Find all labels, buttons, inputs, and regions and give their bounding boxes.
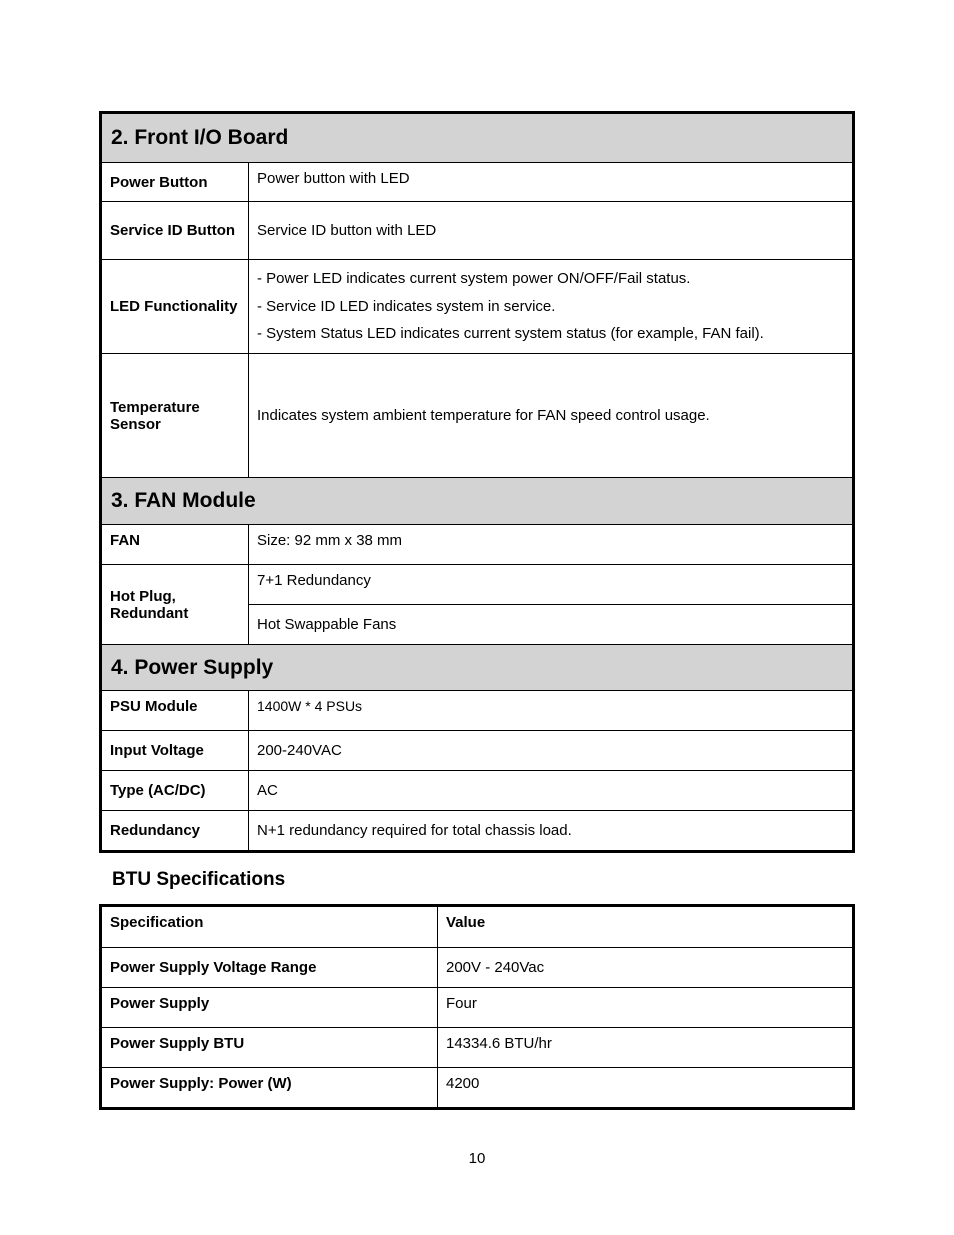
section-header-power-supply	[102, 645, 853, 691]
row-label: Power Supply: Power (W)	[102, 1068, 438, 1108]
table-row	[102, 1028, 853, 1068]
list-item: - Service ID LED indicates system in service.	[257, 297, 556, 315]
table-header-row	[102, 907, 853, 948]
table-row	[102, 1068, 853, 1108]
row-label: Power Supply BTU	[102, 1028, 438, 1068]
row-label: Temperature Sensor	[102, 354, 249, 478]
table-row	[102, 811, 853, 851]
row-label: Input Voltage	[102, 731, 249, 771]
row-value: 14334.6 BTU/hr	[438, 1028, 853, 1068]
row-label: FAN	[102, 525, 249, 565]
row-value: 7+1 Redundancy	[249, 565, 853, 605]
btu-section-title: BTU Specifications	[112, 869, 286, 890]
table-row	[102, 731, 853, 771]
list-item: - Power LED indicates current system power ON/OFF/Fail status.	[257, 270, 691, 287]
table-row	[102, 260, 853, 354]
section-title: 2. Front I/O Board	[102, 114, 853, 163]
row-label: Hot Plug, Redundant	[102, 565, 249, 645]
section-title: 3. FAN Module	[102, 478, 853, 525]
row-label: Power Supply	[102, 988, 438, 1028]
row-value: Four	[438, 988, 853, 1028]
list-item: - System Status LED indicates current system status (for example, FAN fail).	[257, 325, 764, 342]
btu-table	[101, 906, 853, 1108]
row-value: 200-240VAC	[249, 731, 853, 771]
row-value: Size: 92 mm x 38 mm	[249, 525, 853, 565]
row-value-list	[249, 260, 853, 354]
row-value: 1400W * 4 PSUs	[249, 691, 853, 731]
row-value: Hot Swappable Fans	[249, 605, 853, 645]
table-row	[102, 988, 853, 1028]
table-row	[102, 354, 853, 478]
row-value: Power button with LED	[249, 163, 853, 202]
table-row	[102, 525, 853, 565]
table-row	[102, 163, 853, 202]
row-label: PSU Module	[102, 691, 249, 731]
row-label: Power Supply Voltage Range	[102, 948, 438, 988]
table-row	[102, 948, 853, 988]
row-label: Power Button	[102, 163, 249, 202]
row-label: LED Functionality	[102, 260, 249, 354]
page-number: 10	[468, 1150, 486, 1167]
section-header-fan-module	[102, 478, 853, 525]
row-value: N+1 redundancy required for total chassis load.	[249, 811, 853, 851]
section-title: 4. Power Supply	[102, 645, 853, 691]
section-header-front-io	[102, 114, 853, 163]
table-row	[102, 771, 853, 811]
row-value: Indicates system ambient temperature for FAN speed control usage.	[249, 354, 853, 478]
column-header: Value	[438, 907, 853, 948]
row-value: AC	[249, 771, 853, 811]
table-row	[102, 202, 853, 260]
row-label: Type (AC/DC)	[102, 771, 249, 811]
row-value: 4200	[438, 1068, 853, 1108]
table-row	[102, 565, 853, 605]
row-label: Service ID Button	[102, 202, 249, 260]
row-value: Service ID button with LED	[249, 202, 853, 260]
spec-table	[101, 113, 853, 851]
column-header: Specification	[102, 907, 438, 948]
row-label: Redundancy	[102, 811, 249, 851]
row-value: 200V - 240Vac	[438, 948, 853, 988]
table-row	[102, 691, 853, 731]
